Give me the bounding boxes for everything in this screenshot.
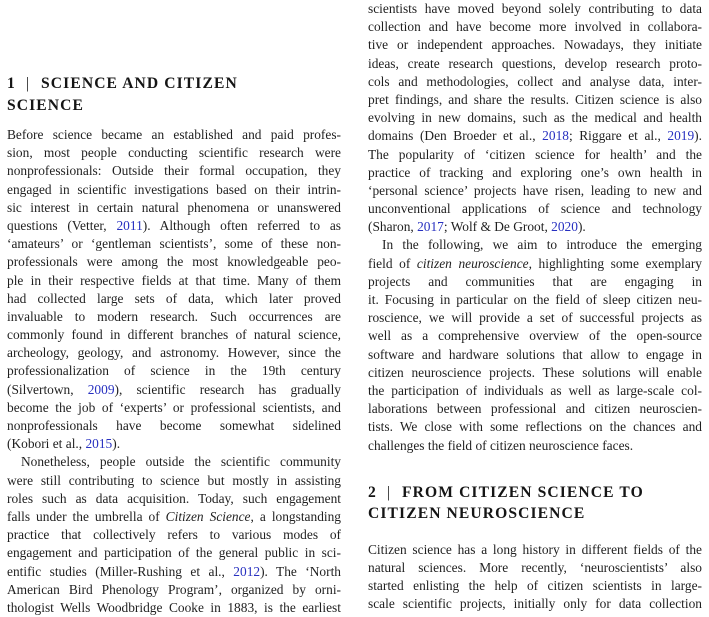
- paragraph: [368, 236, 702, 454]
- paragraph: [368, 541, 702, 614]
- section-separator: |: [25, 75, 30, 92]
- text-line: In the following, we aim to introduce the emerging: [382, 237, 702, 253]
- text-line: tive or independent approaches. Nowadays, they initiate: [368, 37, 702, 53]
- citation-link[interactable]: 2020: [551, 219, 578, 235]
- text-line: cols and methodologies, collect and analyse data, inter-: [368, 73, 702, 89]
- text-line: domains (Den Broeder et al., 2018; Riggare et al., 2019).: [368, 128, 702, 144]
- text-line: ‘personal science’ projects have risen, leading to new and: [368, 182, 702, 198]
- text-line: started enlisting the help of citizen scientists in large-: [368, 578, 702, 594]
- text-line: engaged in scientific investigations based on their intrin-: [7, 181, 341, 197]
- text-line: natural sciences. More recently, ‘neuroscientists’ also: [368, 559, 702, 575]
- text-line: software and hardware solutions that allow to engage in: [368, 346, 702, 362]
- text-line: sion, most people conducting scientific research were: [7, 145, 341, 161]
- citation-link[interactable]: 2019: [667, 128, 695, 144]
- text-line: commonly found in different branches of natural science,: [7, 327, 341, 343]
- text-line: questions (Vetter, 2011). Although often referred to as: [7, 217, 341, 233]
- citation-link[interactable]: 2018: [542, 128, 569, 144]
- text-line: sic interest in certain natural phenomena or unanswered: [7, 199, 341, 215]
- text-line: Nonetheless, people outside the scientific community: [21, 454, 341, 470]
- italic-text: Citizen Science: [165, 508, 251, 524]
- text-line: falls under the umbrella of Citizen Science, a longstanding: [7, 508, 341, 524]
- text-line: roles such as data acquisition. Today, such engagement: [7, 490, 341, 506]
- section-number: 2: [368, 483, 377, 501]
- text-line: ideas, create research questions, develop research proto-: [368, 55, 702, 71]
- text-line: thologist Wells Woodbridge Cooke in 1883, is the earliest: [7, 599, 341, 615]
- section-1-heading-line2: SCIENCE: [7, 96, 85, 114]
- text-line: professionalization of science in the 19th century: [7, 363, 341, 379]
- right-column-body-bottom: [368, 541, 702, 614]
- text-line: engagement and participation of the general public in sci-: [7, 545, 341, 561]
- text-line: well as a comprehensive overview of the open-source: [368, 328, 702, 344]
- citation-link[interactable]: 2017: [417, 219, 444, 235]
- text-line: practice of tracking and exploring one’s own health in: [368, 164, 702, 180]
- left-column-body: [7, 126, 341, 617]
- italic-text: citizen neuroscience: [416, 255, 529, 271]
- text-line: challenges the field of citizen neuroscience faces.: [368, 437, 634, 453]
- text-line: nonprofessionals have become somewhat sidelined: [7, 418, 341, 433]
- text-line: scientists have moved beyond solely contributing to data: [368, 1, 702, 16]
- citation-link[interactable]: 2009: [87, 381, 115, 397]
- section-separator: |: [386, 483, 391, 501]
- text-line: entific studies (Miller-Rushing et al., 2012). The ‘North: [7, 563, 341, 579]
- paragraph: [7, 453, 341, 617]
- text-line: unconventional applications of science and technology: [368, 201, 702, 217]
- right-column: [368, 0, 703, 612]
- text-line: Citizen science has a long history in different fields of the: [368, 541, 702, 557]
- right-column-body-top: [368, 0, 702, 455]
- text-line: were still contributing to science but mostly in assisting: [7, 472, 341, 488]
- text-line: scale scientific projects, initially only for data collection: [368, 596, 702, 612]
- citation-link[interactable]: 2015: [85, 436, 113, 452]
- citation-link[interactable]: 2011: [116, 217, 143, 233]
- section-number: 1: [7, 75, 16, 92]
- paragraph: [7, 126, 341, 453]
- text-line: professionals were among the most knowledgeable peo-: [7, 254, 341, 270]
- text-line: citizen neuroscience projects. These solutions will enable: [368, 364, 702, 380]
- text-line: had collected large sets of data, which later proved: [7, 290, 341, 306]
- text-line: Before science became an established and paid profes-: [7, 127, 341, 142]
- text-line: (Kobori et al., 2015).: [7, 436, 121, 452]
- text-line: collection and have become more involved in collabora-: [368, 19, 702, 35]
- text-line: The popularity of ‘citizen science for health’ and the: [368, 146, 702, 162]
- section-2-heading-line2: CITIZEN NEUROSCIENCE: [368, 505, 586, 523]
- section-1-heading-line1: [7, 73, 341, 95]
- paragraph: [368, 0, 702, 236]
- text-line: archeology, geology, and astronomy. However, since the: [7, 345, 341, 361]
- text-line: become the job of ‘experts’ or professional scientists, and: [7, 399, 341, 415]
- text-line: roscience, we will provide a set of successful projects as: [368, 310, 702, 326]
- left-column: [7, 0, 342, 615]
- text-line: evolving in new domains, such as the medical and health: [368, 110, 702, 126]
- text-line: the participation of individuals as well as large-scale col-: [368, 382, 702, 398]
- section-2-heading: [368, 482, 702, 525]
- text-line: practice that collectively refers to various modes of: [7, 527, 341, 543]
- text-line: tists. We close with some reflections on the chances and: [368, 419, 702, 435]
- text-line: it. Focusing in particular on the field of sleep citizen neu-: [368, 292, 702, 307]
- text-line: invaluable to modern research. Such occurrences are: [7, 308, 341, 324]
- text-line: ‘amateurs’ or ‘gentleman scientists’, some of these non-: [7, 236, 341, 252]
- text-line: (Silvertown, 2009), scientific research has gradually: [7, 381, 342, 397]
- text-line: American Bird Phenology Program’, organized by orni-: [7, 581, 341, 597]
- section-1-heading: [7, 73, 341, 116]
- section-2-heading-line1: [368, 482, 702, 504]
- citation-link[interactable]: 2012: [233, 563, 261, 579]
- text-line: pret findings, and share the results. Citizen science is also: [368, 91, 702, 107]
- text-line: projects and communities that are engaging in: [368, 273, 702, 289]
- section-title: FROM CITIZEN SCIENCE TO: [402, 483, 644, 501]
- section-title: SCIENCE AND CITIZEN: [41, 75, 238, 92]
- text-line: (Sharon, 2017; Wolf & De Groot, 2020).: [368, 219, 586, 235]
- text-line: ple in their respective fields at that time. Many of them: [7, 272, 341, 288]
- text-line: nonprofessionals: Outside their formal occupation, they: [7, 163, 341, 179]
- text-line: field of citizen neuroscience, highlighting some exemplary: [368, 255, 703, 271]
- text-line: laborations between professional and citizen neuroscien-: [368, 401, 702, 417]
